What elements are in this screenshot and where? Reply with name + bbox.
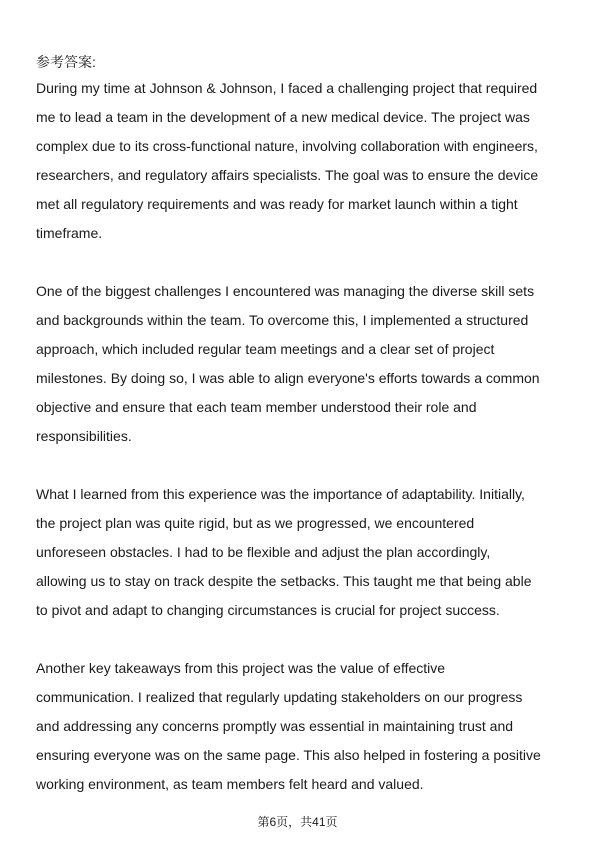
page-number: 第6页，共41页	[257, 815, 338, 829]
answer-section	[36, 50, 566, 828]
answer-heading: 参考答案:	[36, 54, 96, 70]
paragraph-adaptability: What I learned from this experience was the importance of adaptability. Initially, the project plan was quite rigid, but as we progressed, we encountered unforeseen obstacles. I had to be flexible and adjust the plan accordingly, allowing us to stay on track despite the setbacks. This taught me that being able to pivot and adapt to changing circumstances is crucial for project success.	[36, 486, 532, 618]
paragraph-communication: Another key takeaways from this project was the value of effective communication. I realized that regularly updating stakeholders on our progress and addressing any concerns promptly was essential in maintaining trust and ensuring everyone was on the same page. This also helped in fostering a positive working environment, as team members felt heard and valued.	[36, 660, 541, 792]
paragraph-project-overview: During my time at Johnson & Johnson, I faced a challenging project that required me to lead a team in the development of a new medical device. The project was complex due to its cross-functional nature, involving collaboration with engineers, researchers, and regulatory affairs specialists. The goal was to ensure the device met all regulatory requirements and was ready for market launch within a tight timeframe.	[36, 80, 539, 241]
paragraph-challenges: One of the biggest challenges I encountered was managing the diverse skill sets and backgrounds within the team. To overcome this, I implemented a structured approach, which included regular team meetings and a clear set of project milestones. By doing so, I was able to align everyone's efforts towards a common objective and ensure that each team member understood their role and responsibilities.	[36, 283, 540, 444]
